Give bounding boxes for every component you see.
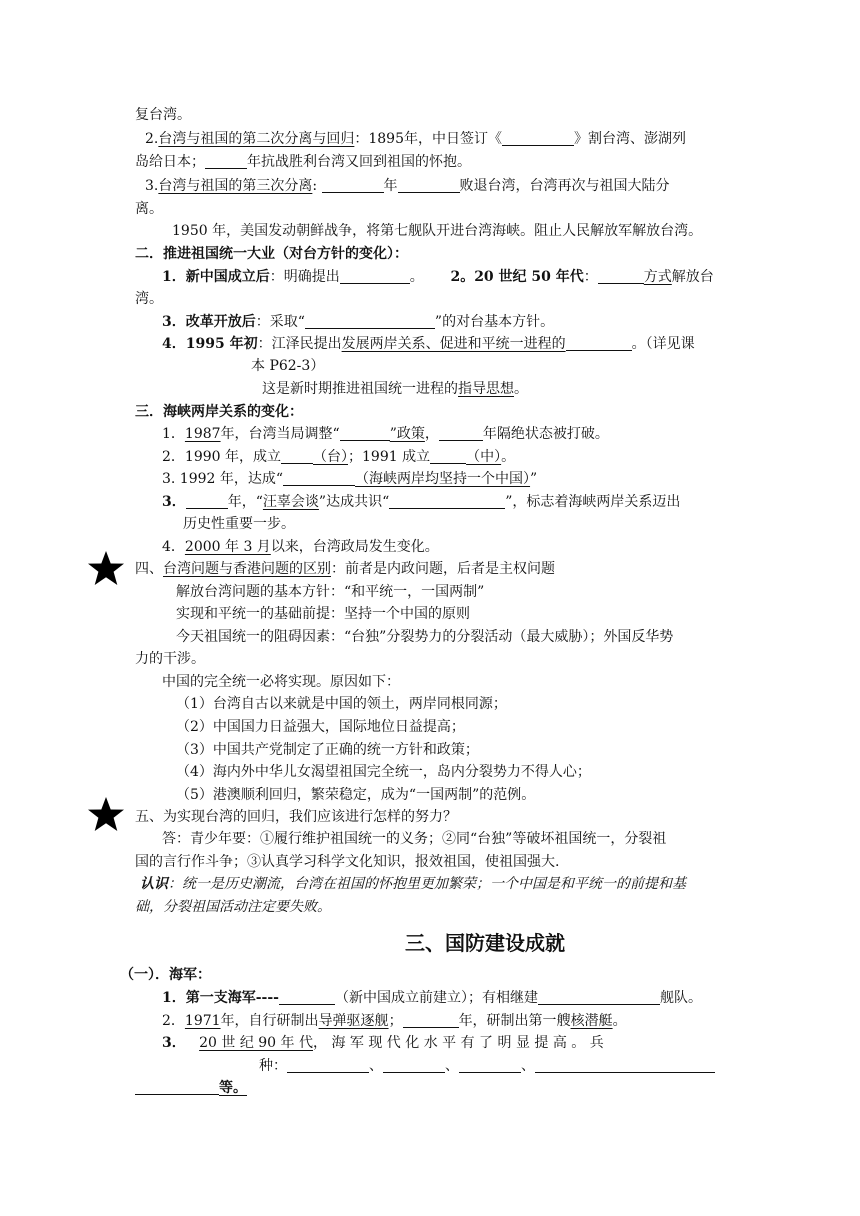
bold-label: 2。20 世纪 50 年代 — [450, 269, 584, 285]
text: 年，“ — [227, 494, 263, 510]
text-line — [140, 873, 686, 895]
fill-blank[interactable] — [538, 988, 660, 1005]
text-line — [162, 423, 609, 445]
text: 年，研制出第一艘 — [458, 1013, 571, 1029]
text: 败退台湾，台湾再次与祖国大陆分 — [459, 178, 670, 194]
underlined-term: 1987 — [184, 426, 221, 442]
text: ； — [388, 1013, 403, 1029]
text: 2．1990 年，成立 — [162, 449, 281, 465]
star-icon — [86, 549, 126, 589]
text: 。（详见课 — [631, 336, 695, 352]
fill-blank[interactable] — [439, 424, 483, 441]
underlined-term: ”政策 — [389, 426, 425, 442]
section-heading — [135, 401, 303, 423]
text-line — [176, 581, 484, 603]
text-line — [162, 311, 554, 333]
text-line — [176, 603, 470, 625]
fill-blank[interactable] — [389, 492, 505, 509]
bold-label: 1．第一支海军---- — [162, 990, 279, 1006]
text: 年，自行研制出 — [220, 1013, 319, 1029]
text: 。 — [501, 449, 516, 465]
underlined-term: 发展两岸关系、促进和平统一进程的 — [341, 336, 566, 352]
text-line — [172, 220, 702, 242]
list-item — [176, 693, 507, 715]
text-line — [145, 128, 686, 150]
text: 复台湾。 — [135, 107, 191, 123]
list-item — [176, 716, 465, 738]
text-line — [135, 896, 331, 918]
text-line — [162, 1010, 627, 1032]
text-line — [135, 806, 457, 828]
text-line — [259, 1055, 715, 1077]
fill-blank[interactable] — [383, 1056, 445, 1073]
fill-blank[interactable] — [398, 176, 460, 193]
text: 年隔绝状态被打破。 — [482, 426, 609, 442]
text-line — [135, 198, 163, 220]
text-line — [176, 626, 673, 648]
fill-blank[interactable] — [281, 447, 313, 464]
text: 三．海峡两岸关系的变化： — [135, 404, 303, 420]
text: ：1895年，中日签订《 — [354, 131, 502, 147]
fill-blank[interactable] — [322, 176, 384, 193]
item-number: 2. — [145, 131, 159, 147]
text: 历史性重要一步。 — [183, 516, 295, 532]
text: 答：青少年要：①履行维护祖国统一的义务；②同“台独”等破坏祖国统一，分裂祖 — [162, 831, 667, 847]
text-line — [162, 987, 702, 1009]
underlined-term: 2000 年 3 月 — [184, 539, 271, 555]
text: 。 — [514, 381, 528, 397]
text: ， 海 军 现 代 化 水 平 有 了 明 显 提 高 。 兵 — [313, 1035, 604, 1051]
item-number: 2． — [162, 1013, 185, 1029]
fill-blank[interactable] — [205, 152, 247, 169]
fill-blank[interactable] — [566, 334, 632, 351]
text: 等。 — [219, 1080, 247, 1096]
text: 五、为实现台湾的回归，我们应该进行怎样的努力？ — [135, 809, 457, 825]
item-number: 4． — [162, 539, 185, 555]
text-line — [162, 671, 400, 693]
text: 年抗战胜利台湾又回到祖国的怀抱。 — [247, 154, 471, 170]
text-line — [135, 288, 163, 310]
fill-blank[interactable] — [430, 447, 466, 464]
text-line — [135, 1077, 247, 1099]
text: ：明确提出 — [269, 269, 340, 285]
text-line — [145, 175, 670, 197]
text-line — [135, 648, 205, 670]
text-line — [183, 513, 295, 535]
bold-label: 4．1995 年初 — [162, 336, 258, 352]
text: （1）台湾自古以来就是中国的领土，两岸同根同源； — [176, 696, 507, 712]
text: 解放台 — [671, 269, 714, 285]
text: 二．推进祖国统一大业（对台方针的变化）： — [135, 246, 408, 262]
text: （新中国成立前建立）；有相继建 — [334, 990, 538, 1006]
text-line — [135, 851, 559, 873]
underlined-term: 台湾与祖国的第二次分离与回归 — [158, 131, 355, 147]
fill-blank[interactable] — [502, 129, 574, 146]
item-number: 1． — [162, 426, 185, 442]
item-number: 3． — [162, 1035, 186, 1051]
text: 。 — [409, 269, 424, 285]
list-item — [176, 784, 535, 806]
text-line — [135, 558, 555, 580]
item-number: 3． — [162, 494, 186, 510]
underlined-term: 核潜艇 — [570, 1013, 613, 1029]
text: 中国的完全统一必将实现。原因如下： — [162, 674, 400, 690]
underlined-term: 指导思想 — [458, 381, 514, 397]
text: : — [312, 178, 318, 194]
text: 种： — [259, 1058, 287, 1074]
underlined-term: 汪辜会谈 — [262, 494, 319, 510]
text-line — [162, 828, 666, 850]
text: 舰队。 — [659, 990, 702, 1006]
bold-label: 认识 — [140, 876, 168, 892]
text: 四、 — [135, 561, 163, 577]
text-line — [162, 446, 515, 468]
fill-blank[interactable] — [287, 1056, 369, 1073]
text: ：江泽民提出 — [257, 336, 342, 352]
underlined-term: 1971 — [184, 1013, 221, 1029]
text: ：前者是内政问题，后者是主权问题 — [331, 561, 555, 577]
text: 、 — [369, 1058, 383, 1074]
text: ”，标志着海峡两岸关系迈出 — [505, 494, 681, 510]
text-line — [162, 266, 714, 288]
text-line — [262, 378, 528, 400]
underlined-term: （台） — [313, 449, 348, 465]
text-line — [251, 355, 324, 377]
text-line — [162, 1032, 604, 1054]
text: ”的对台基本方针。 — [434, 314, 555, 330]
text: （5）港澳顺利回归，繁荣稳定，成为“一国两制”的范例。 — [176, 787, 536, 803]
text-line — [135, 151, 471, 173]
text-line — [135, 104, 191, 126]
text: 这是新时期推进祖国统一进程的 — [262, 381, 458, 397]
text: 本 P62-3） — [251, 358, 325, 374]
underlined-term: 台湾问题与香港问题的区别 — [163, 561, 331, 577]
underlined-term: 导弹驱逐舰 — [318, 1013, 389, 1029]
text-line — [162, 491, 680, 513]
text: 实现和平统一的基础前提：坚持一个中国的原则 — [176, 606, 470, 622]
text-line — [162, 536, 439, 558]
underlined-term: 台湾与祖国的第三次分离 — [158, 178, 313, 194]
text: 1950 年，美国发动朝鲜战争，将第七舰队开进台湾海峡。阻止人民解放军解放台湾。 — [172, 223, 703, 239]
text-line — [162, 468, 537, 490]
text: （2）中国国力日益强大，国际地位日益提高； — [176, 719, 465, 735]
text: 年 — [383, 178, 398, 194]
text: ：采取“ — [255, 314, 305, 330]
fill-blank[interactable] — [535, 1056, 715, 1073]
text: 岛给日本； — [135, 154, 205, 170]
text: 础，分裂祖国活动注定要失败。 — [135, 899, 331, 915]
bold-label: 3．改革开放后 — [162, 314, 256, 330]
text: 年，台湾当局调整“ — [220, 426, 340, 442]
fill-blank[interactable] — [135, 1078, 219, 1095]
text: 》割台湾、澎湖列 — [574, 131, 686, 147]
text-line — [162, 333, 695, 355]
text: ”达成共识“ — [318, 494, 390, 510]
text: ：统一是历史潮流，台湾在祖国的怀抱里更加繁荣；一个中国是和平统一的前提和基 — [168, 876, 686, 892]
text: 解放台湾问题的基本方针：“和平统一，一国两制” — [176, 584, 485, 600]
text: 国的言行作斗争；③认真学习科学文化知识，报效祖国，使祖国强大. — [135, 854, 560, 870]
text: ” — [530, 471, 538, 487]
fill-blank[interactable] — [186, 492, 228, 509]
fill-blank[interactable] — [279, 988, 335, 1005]
text: 。 — [612, 1013, 627, 1029]
fill-blank[interactable] — [305, 312, 435, 329]
text: 离。 — [135, 201, 163, 217]
page-title: 三、国防建设成就 — [405, 931, 565, 955]
fill-blank[interactable] — [403, 1011, 459, 1028]
text: 、 — [445, 1058, 459, 1074]
text: 湾。 — [135, 291, 163, 307]
fill-blank[interactable] — [283, 469, 355, 486]
text: 今天祖国统一的阻碍因素：“台独”分裂势力的分裂活动（最大威胁）；外国反华势 — [176, 629, 674, 645]
underlined-term: （海峡两岸均坚持一个中国） — [355, 471, 531, 487]
text: ， — [424, 426, 439, 442]
list-item — [176, 761, 591, 783]
bold-label: 1．新中国成立后 — [162, 269, 270, 285]
fill-blank[interactable] — [340, 267, 410, 284]
text: ： — [583, 269, 598, 285]
section-heading — [135, 243, 408, 265]
text: （4）海内外中华儿女渴望祖国完全统一，岛内分裂势力不得人心； — [176, 764, 591, 780]
section-heading — [120, 964, 211, 986]
text: 力的干涉。 — [135, 651, 205, 667]
text: 、 — [521, 1058, 535, 1074]
underlined-term: （中） — [466, 449, 502, 465]
fill-blank[interactable] — [459, 1056, 521, 1073]
fill-blank[interactable] — [598, 267, 644, 284]
text: ；1991 成立 — [348, 449, 431, 465]
text: （一）．海军： — [120, 967, 211, 983]
text: 3. 1992 年，达成“ — [162, 471, 284, 487]
underlined-term: 20 世 纪 90 年 代 — [199, 1035, 313, 1051]
item-number: 3. — [145, 178, 159, 194]
underlined-term: 方式 — [643, 269, 672, 285]
text: 以来，台湾政局发生变化。 — [270, 539, 439, 555]
star-icon — [86, 795, 126, 835]
fill-blank[interactable] — [340, 424, 390, 441]
text: （3）中国共产党制定了正确的统一方针和政策； — [176, 742, 479, 758]
list-item — [176, 739, 479, 761]
